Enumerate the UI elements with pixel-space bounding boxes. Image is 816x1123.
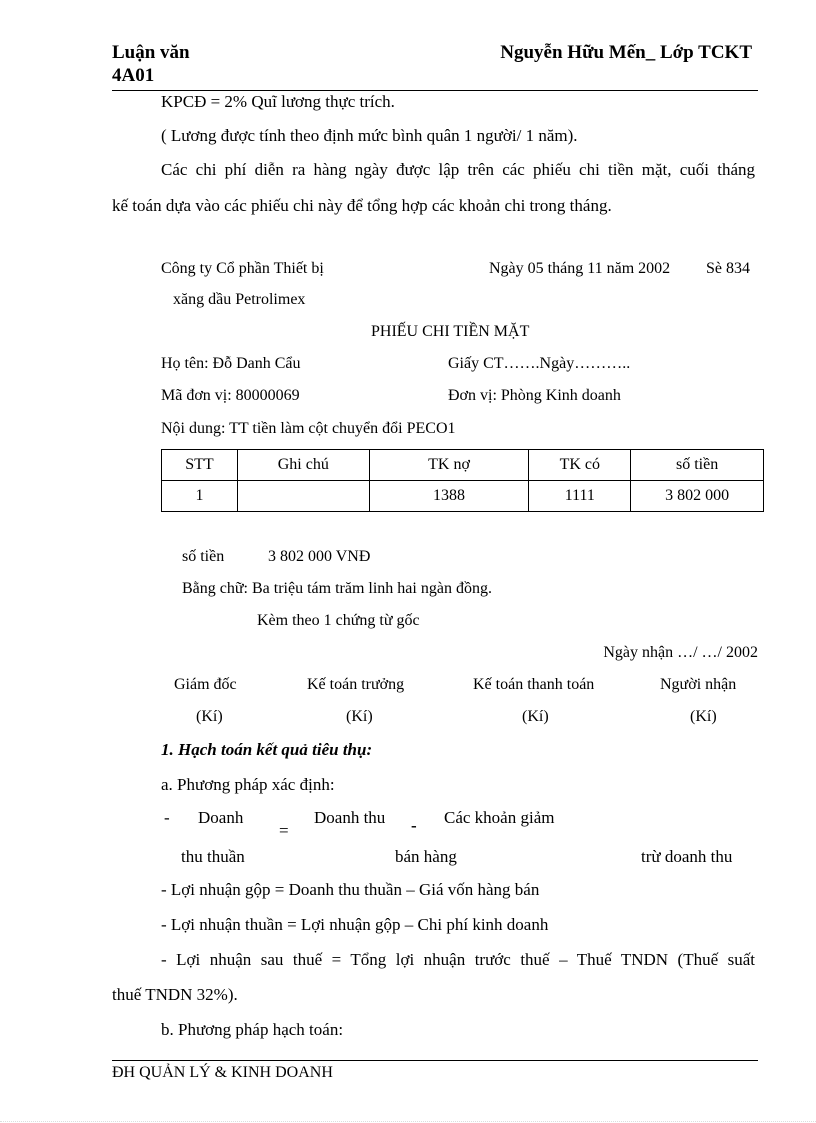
formula-minus: -: [411, 816, 417, 835]
signature-mark: (Kí): [522, 708, 549, 725]
header-rule: [112, 90, 758, 91]
table-cell: 3 802 000: [631, 481, 764, 512]
voucher-attached: Kèm theo 1 chứng từ gốc: [257, 612, 420, 629]
intro-para-a: Các chi phí diễn ra hàng ngày được lập trên các phiếu chi tiền mặt, cuối tháng: [161, 160, 755, 179]
header-left-line2: 4A01: [112, 65, 155, 86]
voucher-name: Họ tên: Đỗ Danh Cẩu: [161, 355, 301, 372]
formula-equals: =: [279, 821, 289, 840]
formula-rhs-bottom: trừ doanh thu: [641, 847, 733, 866]
signature-role: Người nhận: [660, 676, 737, 693]
table-header-row: [162, 450, 764, 481]
table-header-cell: STT: [162, 450, 238, 481]
table-header-cell: Ghi chú: [237, 450, 369, 481]
intro-para-b: kế toán dựa vào các phiếu chi này để tổng hợp các khoản chi trong tháng.: [112, 196, 612, 215]
table-header-cell: TK nợ: [369, 450, 529, 481]
section-heading: 1. Hạch toán kết quả tiêu thụ:: [161, 740, 373, 759]
section-b: b. Phương pháp hạch toán:: [161, 1020, 344, 1039]
voucher-doc: Giấy CT…….Ngày………..: [448, 355, 631, 372]
table-row: [162, 481, 764, 512]
voucher-amount-label: số tiền: [182, 548, 225, 565]
formula-gross-profit: - Lợi nhuận gộp = Doanh thu thuần – Giá vốn hàng bán: [161, 880, 540, 899]
voucher-amount-value: 3 802 000 VNĐ: [268, 548, 371, 565]
signature-role: Giám đốc: [174, 676, 237, 693]
voucher-table: [161, 449, 764, 512]
table-header-cell: số tiền: [631, 450, 764, 481]
voucher-received-date: Ngày nhận …/ …/ 2002: [603, 644, 758, 661]
voucher-content: Nội dung: TT tiền làm cột chuyển đổi PECO1: [161, 420, 456, 437]
header-left-line1: Luận văn: [112, 42, 190, 63]
formula-rhs-top: Các khoản giảm: [444, 808, 555, 827]
voucher-company-line1: Công ty Cổ phần Thiết bị: [161, 260, 324, 277]
voucher-title: PHIẾU CHI TIỀN MẶT: [371, 323, 530, 340]
page-bottom-border: [0, 1121, 816, 1122]
intro-line2: ( Lương được tính theo định mức bình quân 1 người/ 1 năm).: [161, 126, 578, 145]
signature-mark: (Kí): [690, 708, 717, 725]
voucher-company-line2: xăng dầu Petrolimex: [173, 291, 306, 308]
table-cell: 1111: [529, 481, 631, 512]
section-a: a. Phương pháp xác định:: [161, 775, 335, 794]
formula-lhs-top: Doanh: [198, 808, 244, 827]
voucher-date: Ngày 05 tháng 11 năm 2002: [489, 260, 671, 277]
formula-lhs-bottom: thu thuần: [181, 847, 245, 866]
signature-role: Kế toán thanh toán: [473, 676, 595, 693]
footer-text: ĐH QUẢN LÝ & KINH DOANH: [112, 1064, 333, 1081]
table-cell: [237, 481, 369, 512]
signature-mark: (Kí): [196, 708, 223, 725]
table-cell: 1: [162, 481, 238, 512]
voucher-in-words: Bằng chữ: Ba triệu tám trăm linh hai ngàn đồng.: [182, 580, 492, 597]
table-cell: 1388: [369, 481, 529, 512]
signature-role: Kế toán trưởng: [307, 676, 405, 693]
voucher-unit-code: Mã đơn vị: 80000069: [161, 387, 300, 404]
table-header-cell: TK có: [529, 450, 631, 481]
formula-after-tax-a: - Lợi nhuận sau thuế = Tổng lợi nhuận trước thuế – Thuế TNDN (Thuế suất: [161, 950, 755, 969]
voucher-number: Sè 834: [706, 260, 750, 277]
signature-mark: (Kí): [346, 708, 373, 725]
formula-after-tax-b: thuế TNDN 32%).: [112, 985, 238, 1004]
intro-line1: KPCĐ = 2% Quĩ lương thực trích.: [161, 92, 395, 111]
footer-rule: [112, 1060, 758, 1061]
formula-mid-bottom: bán hàng: [395, 847, 457, 866]
formula-mid-top: Doanh thu: [314, 808, 386, 827]
voucher-unit: Đơn vị: Phòng Kinh doanh: [448, 387, 621, 404]
formula-dash: -: [164, 808, 170, 827]
formula-net-profit: - Lợi nhuận thuần = Lợi nhuận gộp – Chi phí kinh doanh: [161, 915, 549, 934]
header-right: Nguyễn Hữu Mến_ Lớp TCKT: [500, 42, 752, 63]
